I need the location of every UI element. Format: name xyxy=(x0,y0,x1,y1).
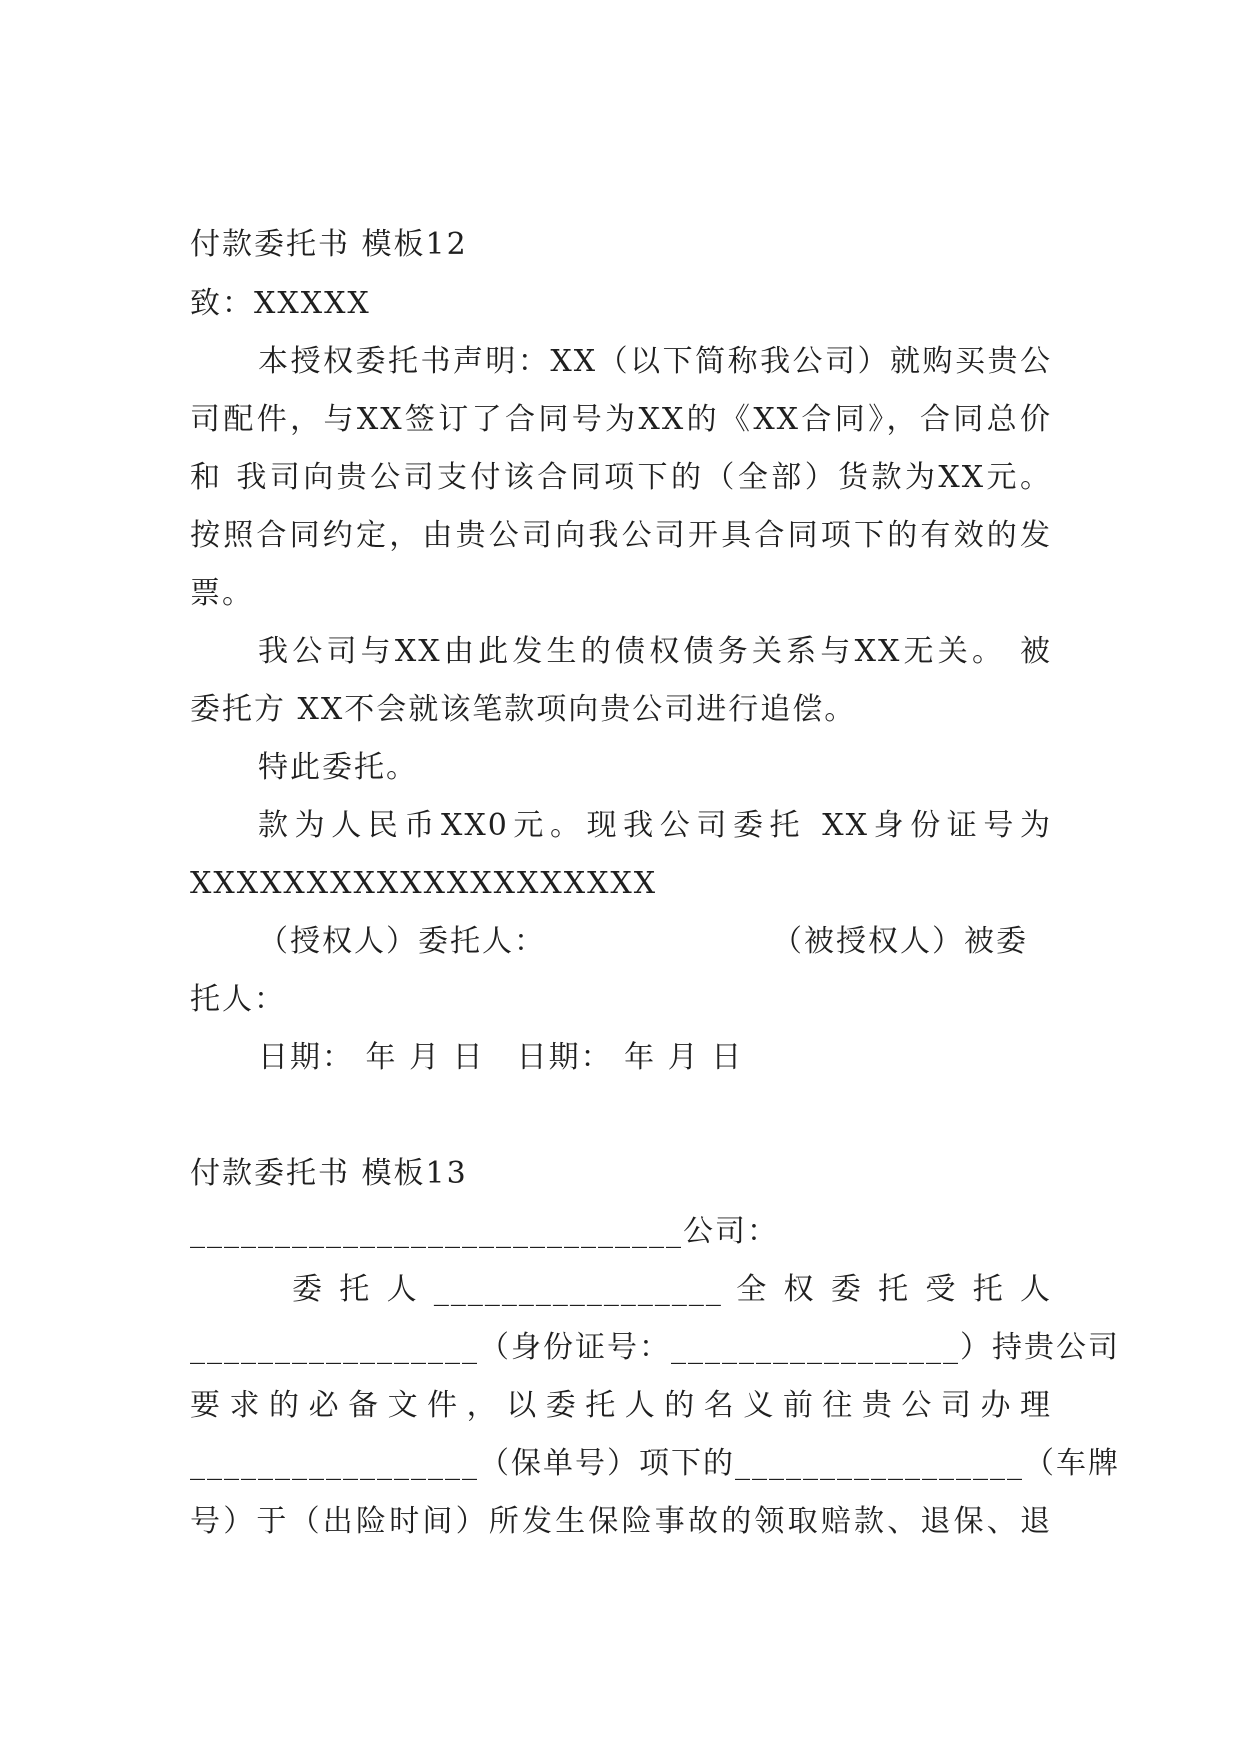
body-line: 要求的必备文件，以委托人的名义前往贵公司办理 xyxy=(190,1388,1052,1423)
body-line: _________________（身份证号：_________________）持贵公司 xyxy=(190,1330,1120,1365)
body-line: 款为人民币XX0元。现我公司委托 XX身份证号为 xyxy=(258,808,1052,843)
body-line: 我公司与XX由此发生的债权债务关系与XX无关。 被 xyxy=(258,634,1052,669)
addressee-blank: _____________________________公司： xyxy=(190,1214,779,1249)
body-line: 票。 xyxy=(190,576,254,611)
addressee: 致：XXXXX xyxy=(190,286,371,321)
signatory-line: （授权人）委托人： （被授权人）被委 xyxy=(258,924,1028,959)
section-heading: 付款委托书 模板13 xyxy=(190,1156,468,1191)
section-heading: 付款委托书 模板12 xyxy=(190,227,468,262)
body-line: 司配件，与XX签订了合同号为XX的《XX合同》，合同总价 xyxy=(190,402,1052,437)
id-number: XXXXXXXXXXXXXXXXXXXX xyxy=(190,866,658,901)
body-line: 本授权委托书声明：XX（以下简称我公司）就购买贵公 xyxy=(258,344,1052,379)
body-line: _________________（保单号）项下的_________________（车牌 xyxy=(190,1446,1120,1481)
body-line: 和 我司向贵公司支付该合同项下的（全部）货款为XX元。 xyxy=(190,460,1052,495)
body-line: 号）于（出险时间）所发生保险事故的领取赔款、退保、退 xyxy=(190,1504,1052,1539)
body-line: 委 托 人 _________________ 全 权 委 托 受 托 人 xyxy=(292,1272,1052,1307)
signatory-line: 托人： xyxy=(190,982,286,1017)
body-line: 委托方 XX不会就该笔款项向贵公司进行追偿。 xyxy=(190,692,857,727)
body-line: 特此委托。 xyxy=(258,750,418,785)
date-line: 日期： 年 月 日 日期： 年 月 日 xyxy=(258,1040,744,1075)
body-line: 按照合同约定，由贵公司向我公司开具合同项下的有效的发 xyxy=(190,518,1052,553)
